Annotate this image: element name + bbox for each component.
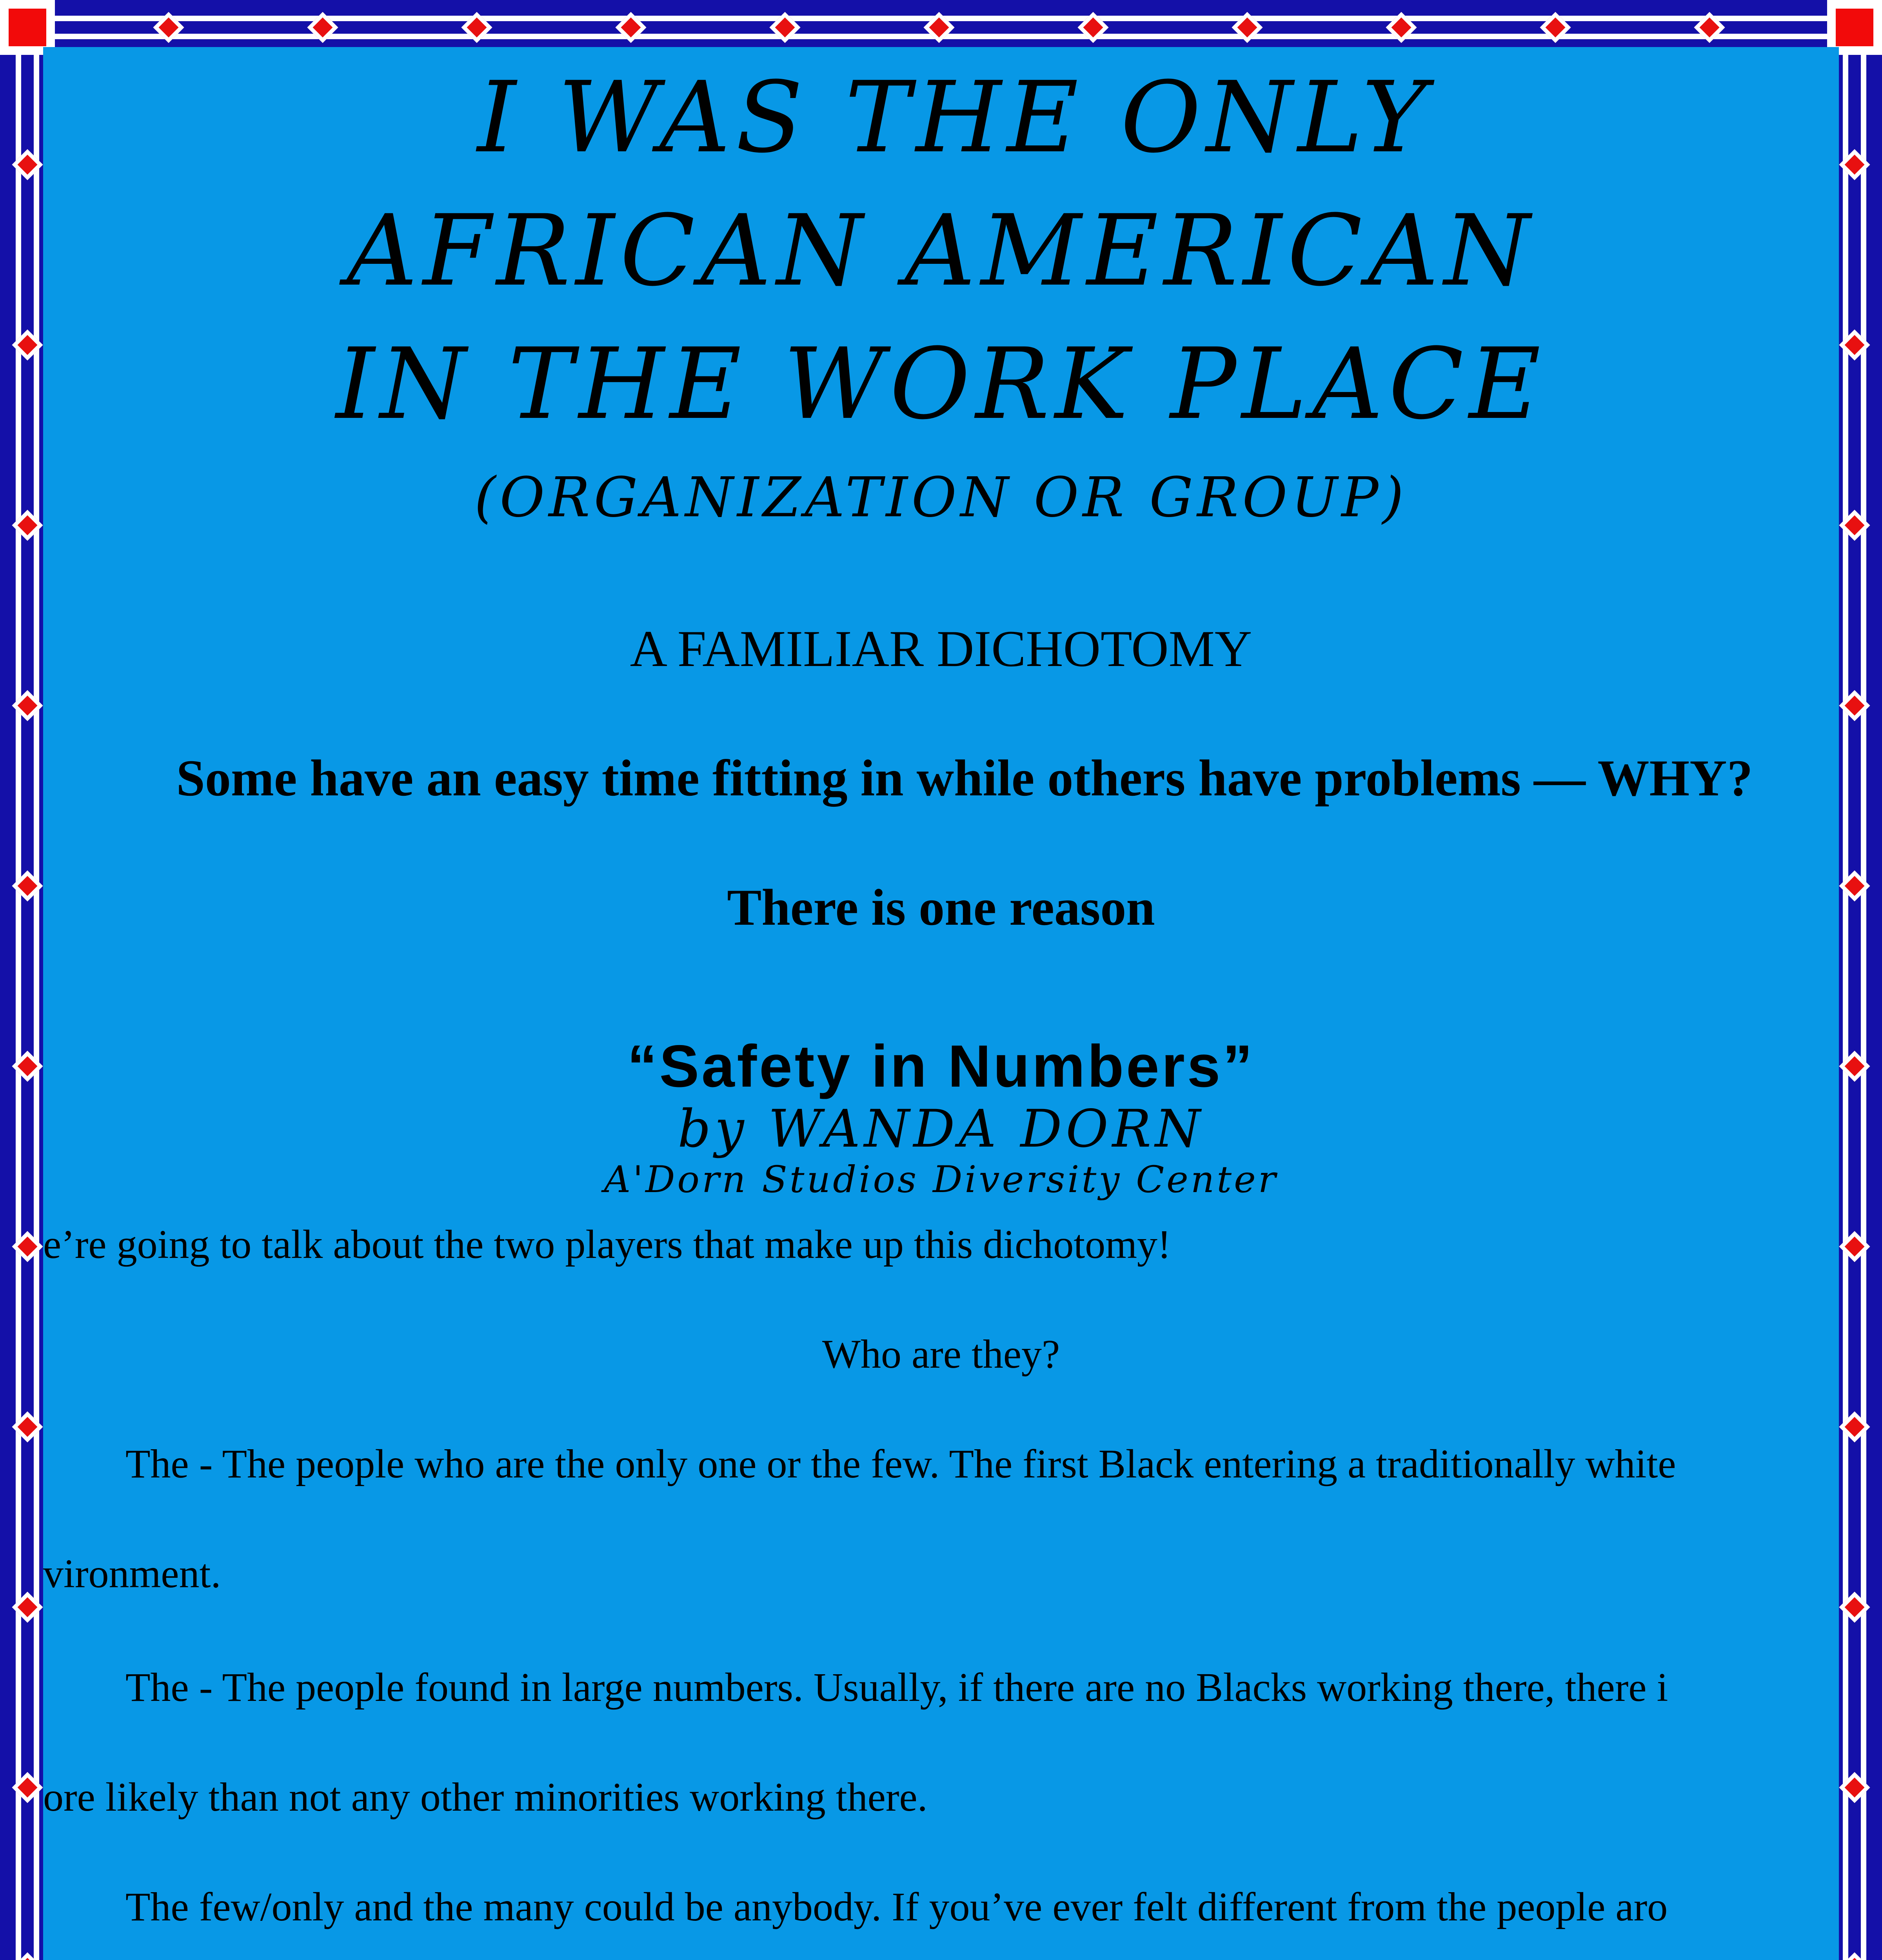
title-line-2: AFRICAN AMERICAN bbox=[347, 194, 1535, 308]
heading-reason: There is one reason bbox=[727, 878, 1155, 936]
body-many-line-1: The - The people found in large numbers. Usually, if there are no Blacks working there, there i bbox=[125, 1665, 1668, 1710]
title-line-3: IN THE WORK PLACE bbox=[336, 327, 1546, 441]
body-few-line-2: vironment. bbox=[43, 1551, 221, 1596]
feature-title: “Safety in Numbers” bbox=[627, 1033, 1255, 1100]
heading-dichotomy: A FAMILIAR DICHOTOMY bbox=[630, 620, 1252, 677]
feature-studio: A'Dorn Studios Diversity Center bbox=[604, 1158, 1278, 1201]
feature-author: by WANDA DORN bbox=[678, 1099, 1204, 1159]
corner-square-top-left bbox=[0, 0, 55, 55]
corner-square-top-right bbox=[1827, 0, 1882, 55]
body-intro: e’re going to talk about the two players that make up this dichotomy! bbox=[43, 1222, 1171, 1267]
content-panel bbox=[43, 47, 1839, 1960]
title-line-1: I WAS THE ONLY bbox=[477, 60, 1432, 174]
heading-question: Some have an easy time fitting in while others have problems — WHY? bbox=[176, 749, 1753, 807]
title-subtitle: (ORGANIZATION OR GROUP) bbox=[474, 466, 1408, 530]
body-few-line-1: The - The people who are the only one or the few. The first Black entering a traditionally white bbox=[125, 1441, 1676, 1486]
body-many-line-2: ore likely than not any other minorities working there. bbox=[43, 1775, 928, 1820]
body-who: Who are they? bbox=[822, 1332, 1060, 1377]
body-anybody-line-1: The few/only and the many could be anybody. If you’ve ever felt different from the people aro bbox=[125, 1884, 1668, 1929]
